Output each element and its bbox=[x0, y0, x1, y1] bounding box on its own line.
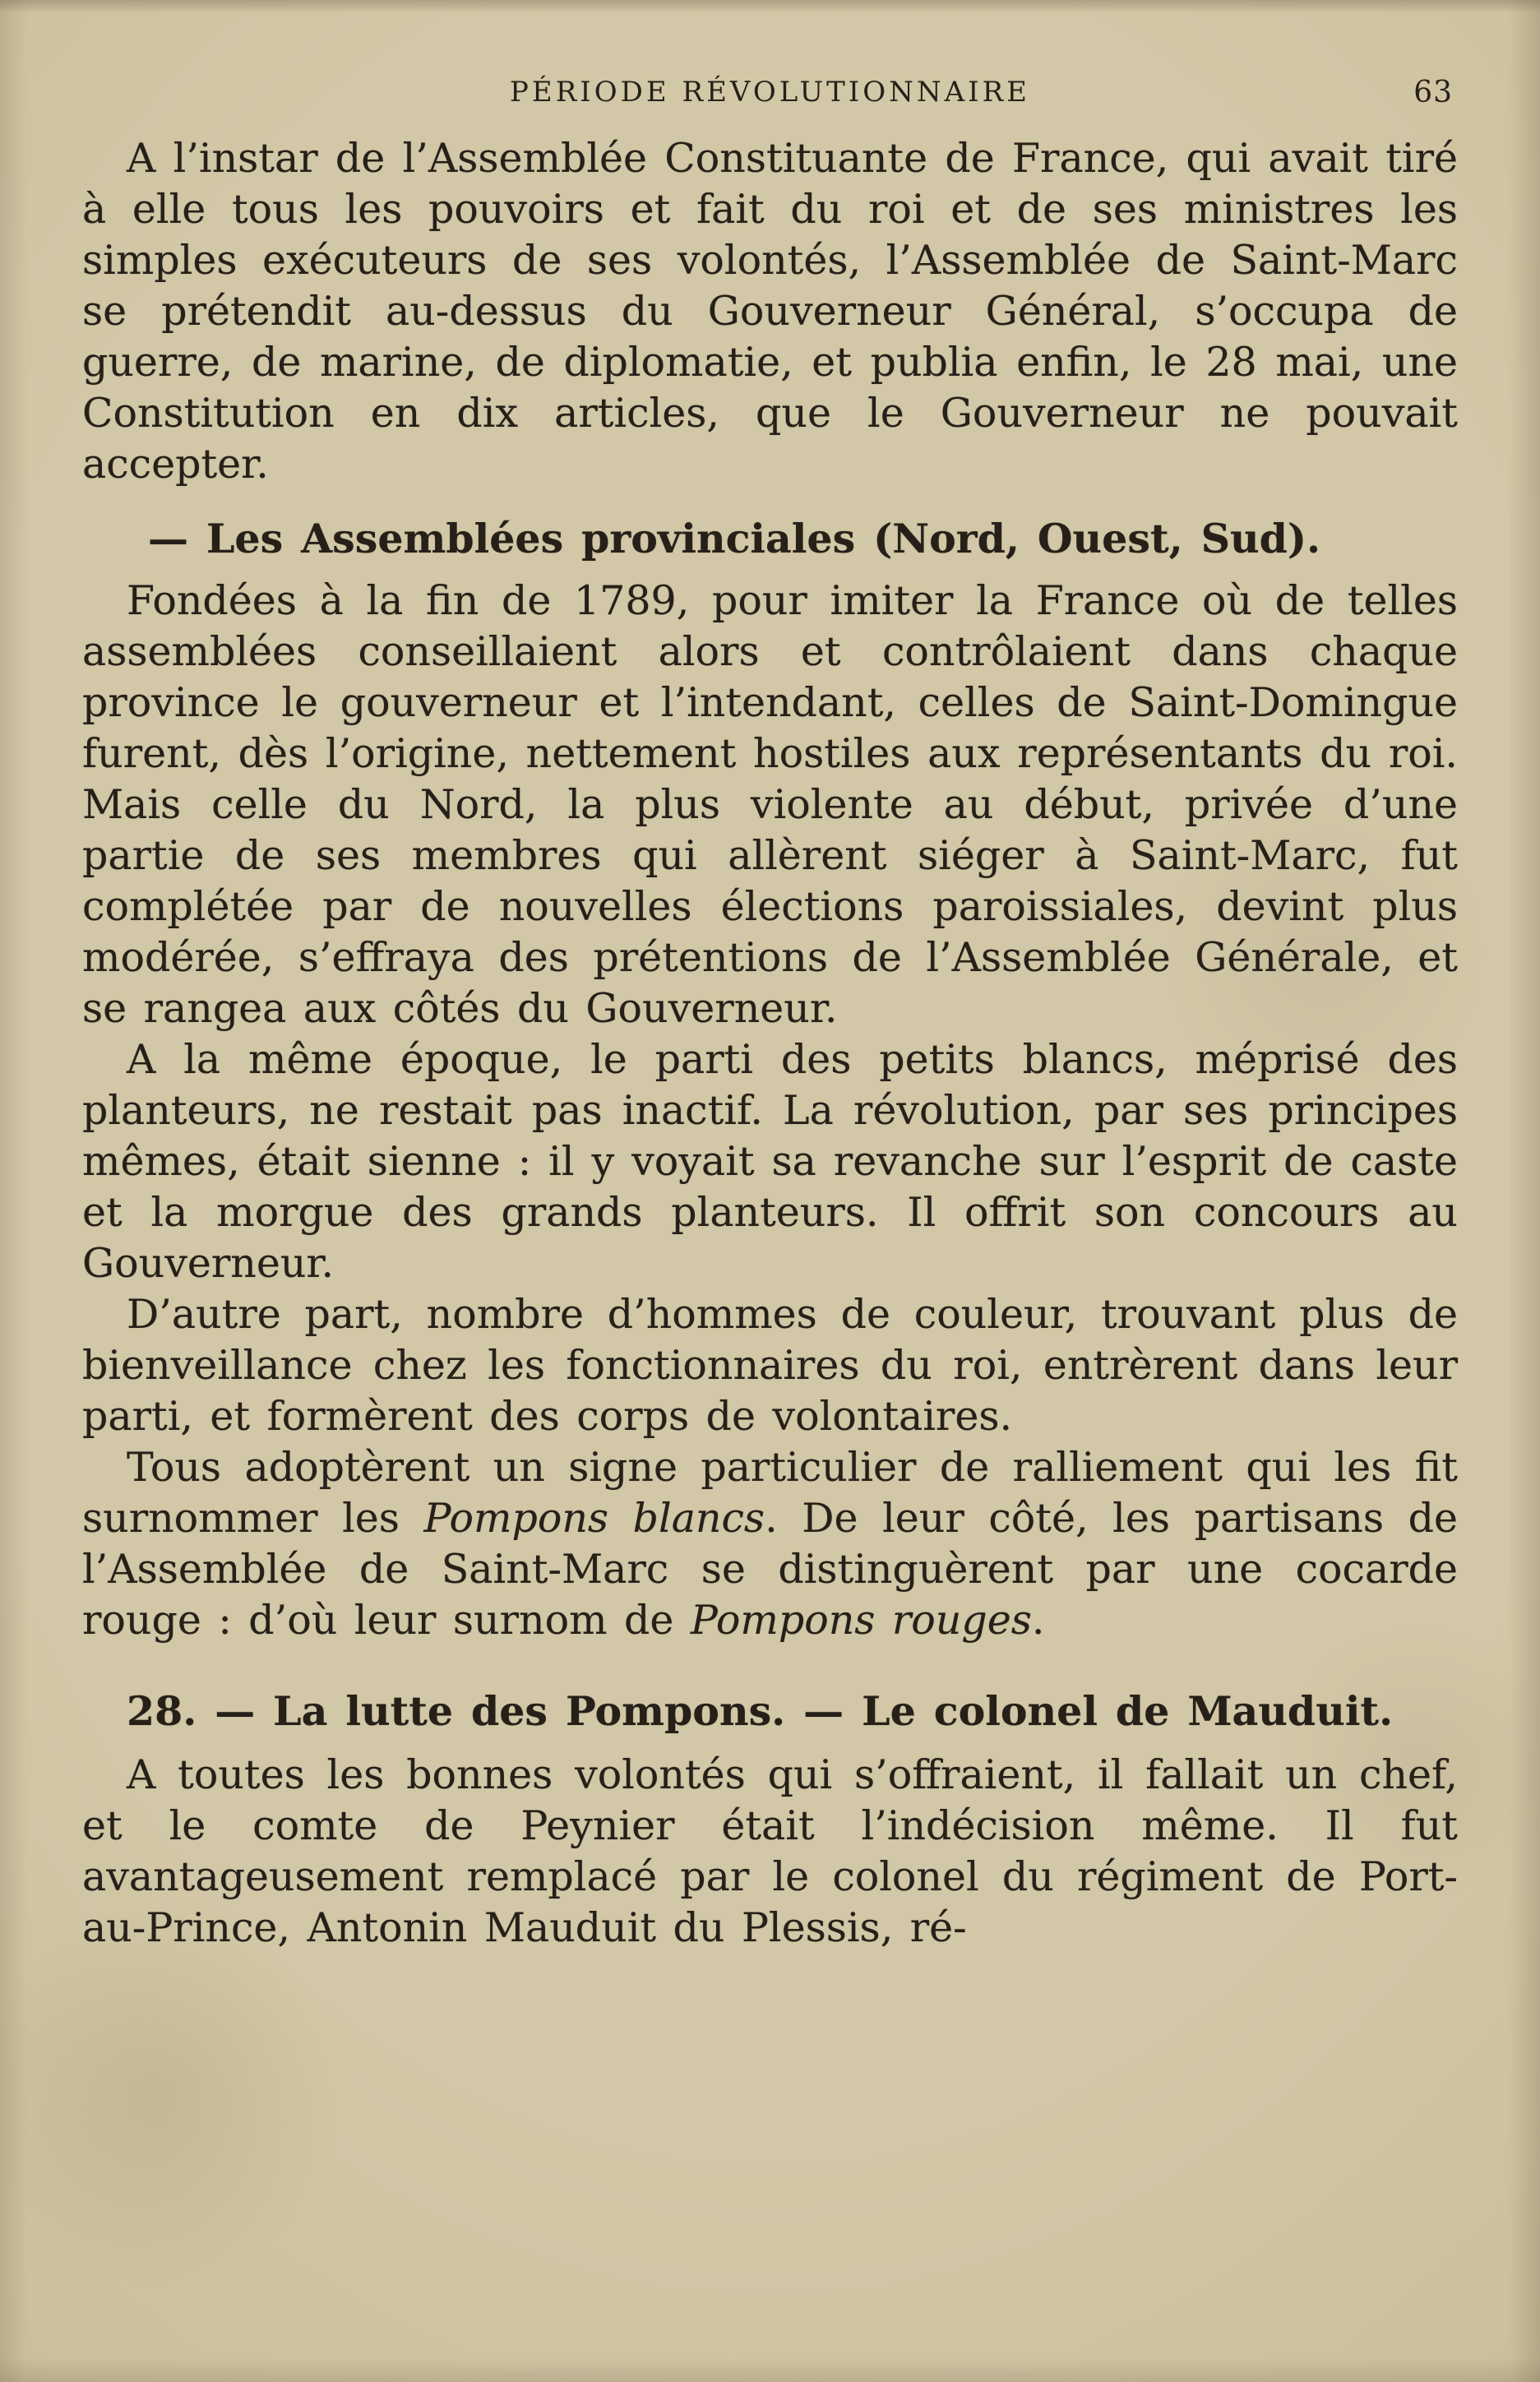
pompons-text-1: Tous adoptèrent un signe particulier de ralliement qui les fit surnommer les bbox=[82, 1444, 1458, 1542]
running-title: PÉRIODE RÉVOLUTIONNAIRE bbox=[510, 76, 1030, 109]
page-header bbox=[82, 76, 1458, 113]
paragraph-fondees-1789: Fondées à la fin de 1789, pour imiter la France où de telles assemblées conseillaient alors et contrôlaient dans chaque province le gouverneur et l’intendant, celles de Saint-Domingue furent, dès l’origine, nettement hostiles aux représentants du roi. Mais celle du Nord, la plus violente au début, privée d’une partie de ses membres qui allèrent siéger à Saint-Marc, fut complétée par de nouvelles élections paroissiales, devint plus modérée, s’effraya des prétentions de l’Assemblée Générale, et se rangea aux côtés du Gouverneur. bbox=[82, 577, 1458, 1032]
text-block bbox=[82, 133, 1458, 1954]
pompons-text-2: . De leur côté, les partisans de l’Assemblée de Saint-Marc se distinguèrent par une cocarde rouge : d’où leur surnom de bbox=[82, 1495, 1458, 1644]
paragraph-hommes-de-couleur: D’autre part, nombre d’hommes de couleur, trouvant plus de bienveillance chez les fonctionnaires du roi, entrèrent dans leur parti, et formèrent des corps de volontaires. bbox=[82, 1291, 1458, 1440]
paragraph-petits-blancs: A la même époque, le parti des petits blancs, méprisé des planteurs, ne restait pas inactif. La révolution, par ses principes mêmes, était sienne : il y voyait sa revanche sur l’esprit de caste et la morgue des grands planteurs. Il offrit son concours au Gouverneur. bbox=[82, 1036, 1458, 1287]
section-heading-lutte-des-pompons: 28. — La lutte des Pompons. — Le colonel de Mauduit. bbox=[127, 1687, 1394, 1735]
pompons-blancs-label: Pompons blancs bbox=[423, 1495, 765, 1542]
paragraph-assemblee-saint-marc: A l’instar de l’Assemblée Constituante de France, qui avait tiré à elle tous les pouvoirs et fait du roi et de ses ministres les simples exécuteurs de ses volontés, l’Assemblée de Saint-Marc se prétendit au-dessus du Gouverneur Général, s’occupa de guerre, de marine, de diplomatie, et publia enfin, le 28 mai, une Constitution en dix articles, que le Gouverneur ne pouvait accepter. bbox=[82, 135, 1458, 488]
paragraph-mauduit: A toutes les bonnes volontés qui s’offraient, il fallait un chef, et le comte de Peynier était l’indécision même. Il fut avantageusement remplacé par le colonel du régiment de Port-au-Prince, Antonin Mauduit du Plessis, ré- bbox=[82, 1751, 1458, 1951]
pompons-text-3: . bbox=[1031, 1597, 1045, 1644]
paragraph-pompons bbox=[82, 1442, 1458, 1646]
pompons-rouges-label: Pompons rouges bbox=[690, 1597, 1032, 1644]
page-number: 63 bbox=[1413, 76, 1453, 109]
section-heading-assemblees-provinciales: — Les Assemblées provinciales (Nord, Ouest, Sud). bbox=[148, 515, 1321, 562]
